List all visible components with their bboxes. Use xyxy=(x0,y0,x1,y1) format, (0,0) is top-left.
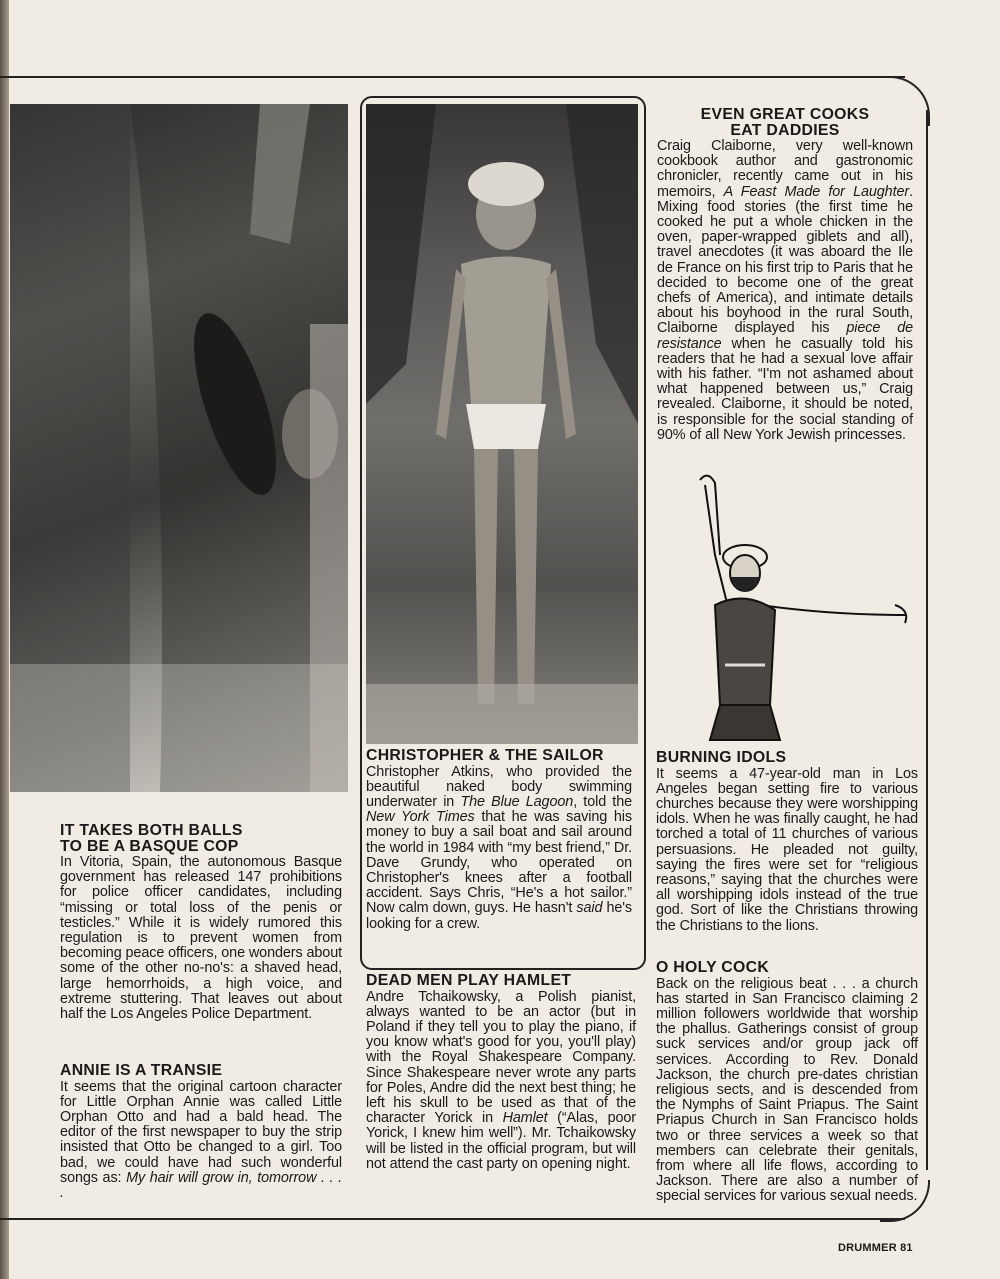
song-quote: My hair will grow in, tomorrow . . . . xyxy=(60,1169,343,1201)
headline-line-1: EVEN GREAT COOKS xyxy=(700,106,870,123)
body-part-3: that he was saving his money to buy a sail boat and sail around the world in 1984 with “my best friend,” Dr. Dave Grundy, who operated on Christopher's knees after a football accident. Says Chris, “He's a hot sailor.” Now calm down, guys. He hasn't xyxy=(366,809,632,917)
article-body xyxy=(366,765,632,932)
body-part-2: (“Alas, poor Yorick, I knew him well”). Mr. Tchaikowsky will be listed in the official program, but will not attend the cast party on opening night. xyxy=(366,1110,636,1172)
headline-annie-transie: ANNIE IS A TRANSIE xyxy=(60,1062,223,1079)
film-title: The Blue Lagoon xyxy=(460,793,574,810)
article-body xyxy=(60,1080,342,1202)
article-body: Back on the religious beat . . . a church has started in San Francisco claiming 2 million followers worldwide that worship the phallus. Gatherings consist of group suck services and/or group jack off services. According to Rev. Donald Jackson, the church pre-dates christian religious sects, and is descended from the Nymphs of Saint Priapus. The Saint Priapus Church in San Francisco holds two or three services a week so that members can celebrate their genitals, from where all life flows, according to Jackson. There are also a number of special services for various sexual needs. xyxy=(656,975,918,1205)
article-burning-idols xyxy=(656,750,918,934)
body-part-2: , told the xyxy=(573,793,633,810)
headline-even-great-cooks xyxy=(657,107,913,138)
photo-left-art xyxy=(10,104,348,792)
headline-dead-men-hamlet: DEAD MEN PLAY HAMLET xyxy=(366,972,572,989)
body-part-1: Christopher Atkins, who provided the beautiful naked body swimming underwater in xyxy=(366,763,632,810)
body-part-4: he's looking for a crew. xyxy=(366,900,632,932)
page-binding-edge xyxy=(0,0,9,1279)
article-o-holy-cock xyxy=(656,960,918,1205)
jesus-illustration xyxy=(660,465,910,750)
article-body xyxy=(657,139,913,443)
frame-top-rule xyxy=(0,76,905,78)
article-body: In Vitoria, Spain, the autonomous Basque government has released 147 prohibitions for police officer candidates, including “missing or total loss of the penis or testicles.” While it is widely rumored this regulation is to prevent women from becoming peace officers, one wonders about some of the other no-no's: a shaved head, large hemorrhoids, a high voice, and extreme stuttering. That leaves out about half the Los Angeles Police Department. xyxy=(60,854,342,1023)
jesus-illustration-art xyxy=(660,465,910,750)
emphasis-word: said xyxy=(576,900,603,917)
body-part-1: It seems that the original cartoon character for Little Orphan Annie was called Little Orphan Otto and had a bald head. The editor of the first newspaper to buy the strip insisted that Otto be changed to a girl. Too bad, we could have had such wonderful songs as: xyxy=(60,1078,342,1186)
photo-center-art xyxy=(366,104,638,744)
book-title: A Feast Made for Laughter xyxy=(723,183,910,200)
article-even-great-cooks xyxy=(657,107,913,443)
article-dead-men-hamlet xyxy=(366,973,636,1172)
play-title: Hamlet xyxy=(502,1110,548,1127)
article-christopher-sailor xyxy=(366,748,632,932)
frame-bottom-rule xyxy=(0,1218,905,1220)
body-part-1: Craig Claiborne, very well-known cookbook author and gastronomic chronicler, recently came out in his memoirs, xyxy=(657,138,913,200)
body-part-3: when he casually told his readers that he had a sexual love affair with his father. “I'm not ashamed about what happened between us,” Craig revealed. Claiborne, it should be noted, is responsible for the social standing of 90% of all New York Jewish princesses. xyxy=(657,335,913,443)
article-basque-cop xyxy=(60,823,342,1022)
headline-basque-cop xyxy=(60,823,342,854)
photo-center xyxy=(366,104,638,744)
headline-burning-idols: BURNING IDOLS xyxy=(656,749,787,766)
headline-line-2: TO BE A BASQUE COP xyxy=(60,837,239,855)
headline-o-holy-cock: O HOLY COCK xyxy=(656,959,770,976)
body-part-2: . Mixing food stories (the first time he cooked he put a whole chicken in the oven, paper-wrapped giblets and all), travel anecdotes (it was aboard the Ile de France on his first trip to Paris that he decided to become one of the great chefs of America), and intimate details about his boyhood in the rural South, Claiborne displayed his xyxy=(657,183,913,337)
headline-line-2: EAT DADDIES xyxy=(730,121,840,139)
body-part-1: Andre Tchaikowsky, a Polish pianist, always wanted to be an actor (but in Poland if they tell you to play the piano, if you know what's good for you, you'll play) with the Royal Shakespeare Company. Since Shakespeare never wrote any parts for Poles, Andre did the next best thing; he left his skull to be used as that of the character Yorick in xyxy=(366,988,636,1127)
headline-christopher-sailor: CHRISTOPHER & THE SAILOR xyxy=(366,747,604,764)
photo-left xyxy=(10,104,348,792)
emphasis-phrase: piece de resistance xyxy=(657,320,913,352)
frame-right-rule xyxy=(926,110,928,1170)
page-folio: DRUMMER 81 xyxy=(838,1242,913,1254)
article-annie-transie xyxy=(60,1063,342,1201)
article-body: It seems a 47-year-old man in Los Angeles began setting fire to various churches because they were worshipping idols. When he was finally caught, he had torched a total of 11 churches of various persuasions. He pleaded not guilty, saying the fires were set for “religious reasons,” saying that the churches were all worshipping idols instead of the true god. Sort of like the Christians throwing the Christians to the lions. xyxy=(656,765,918,934)
article-body xyxy=(366,990,636,1172)
newspaper-title: New York Times xyxy=(366,809,475,826)
headline-line-1: IT TAKES BOTH BALLS xyxy=(60,822,243,839)
